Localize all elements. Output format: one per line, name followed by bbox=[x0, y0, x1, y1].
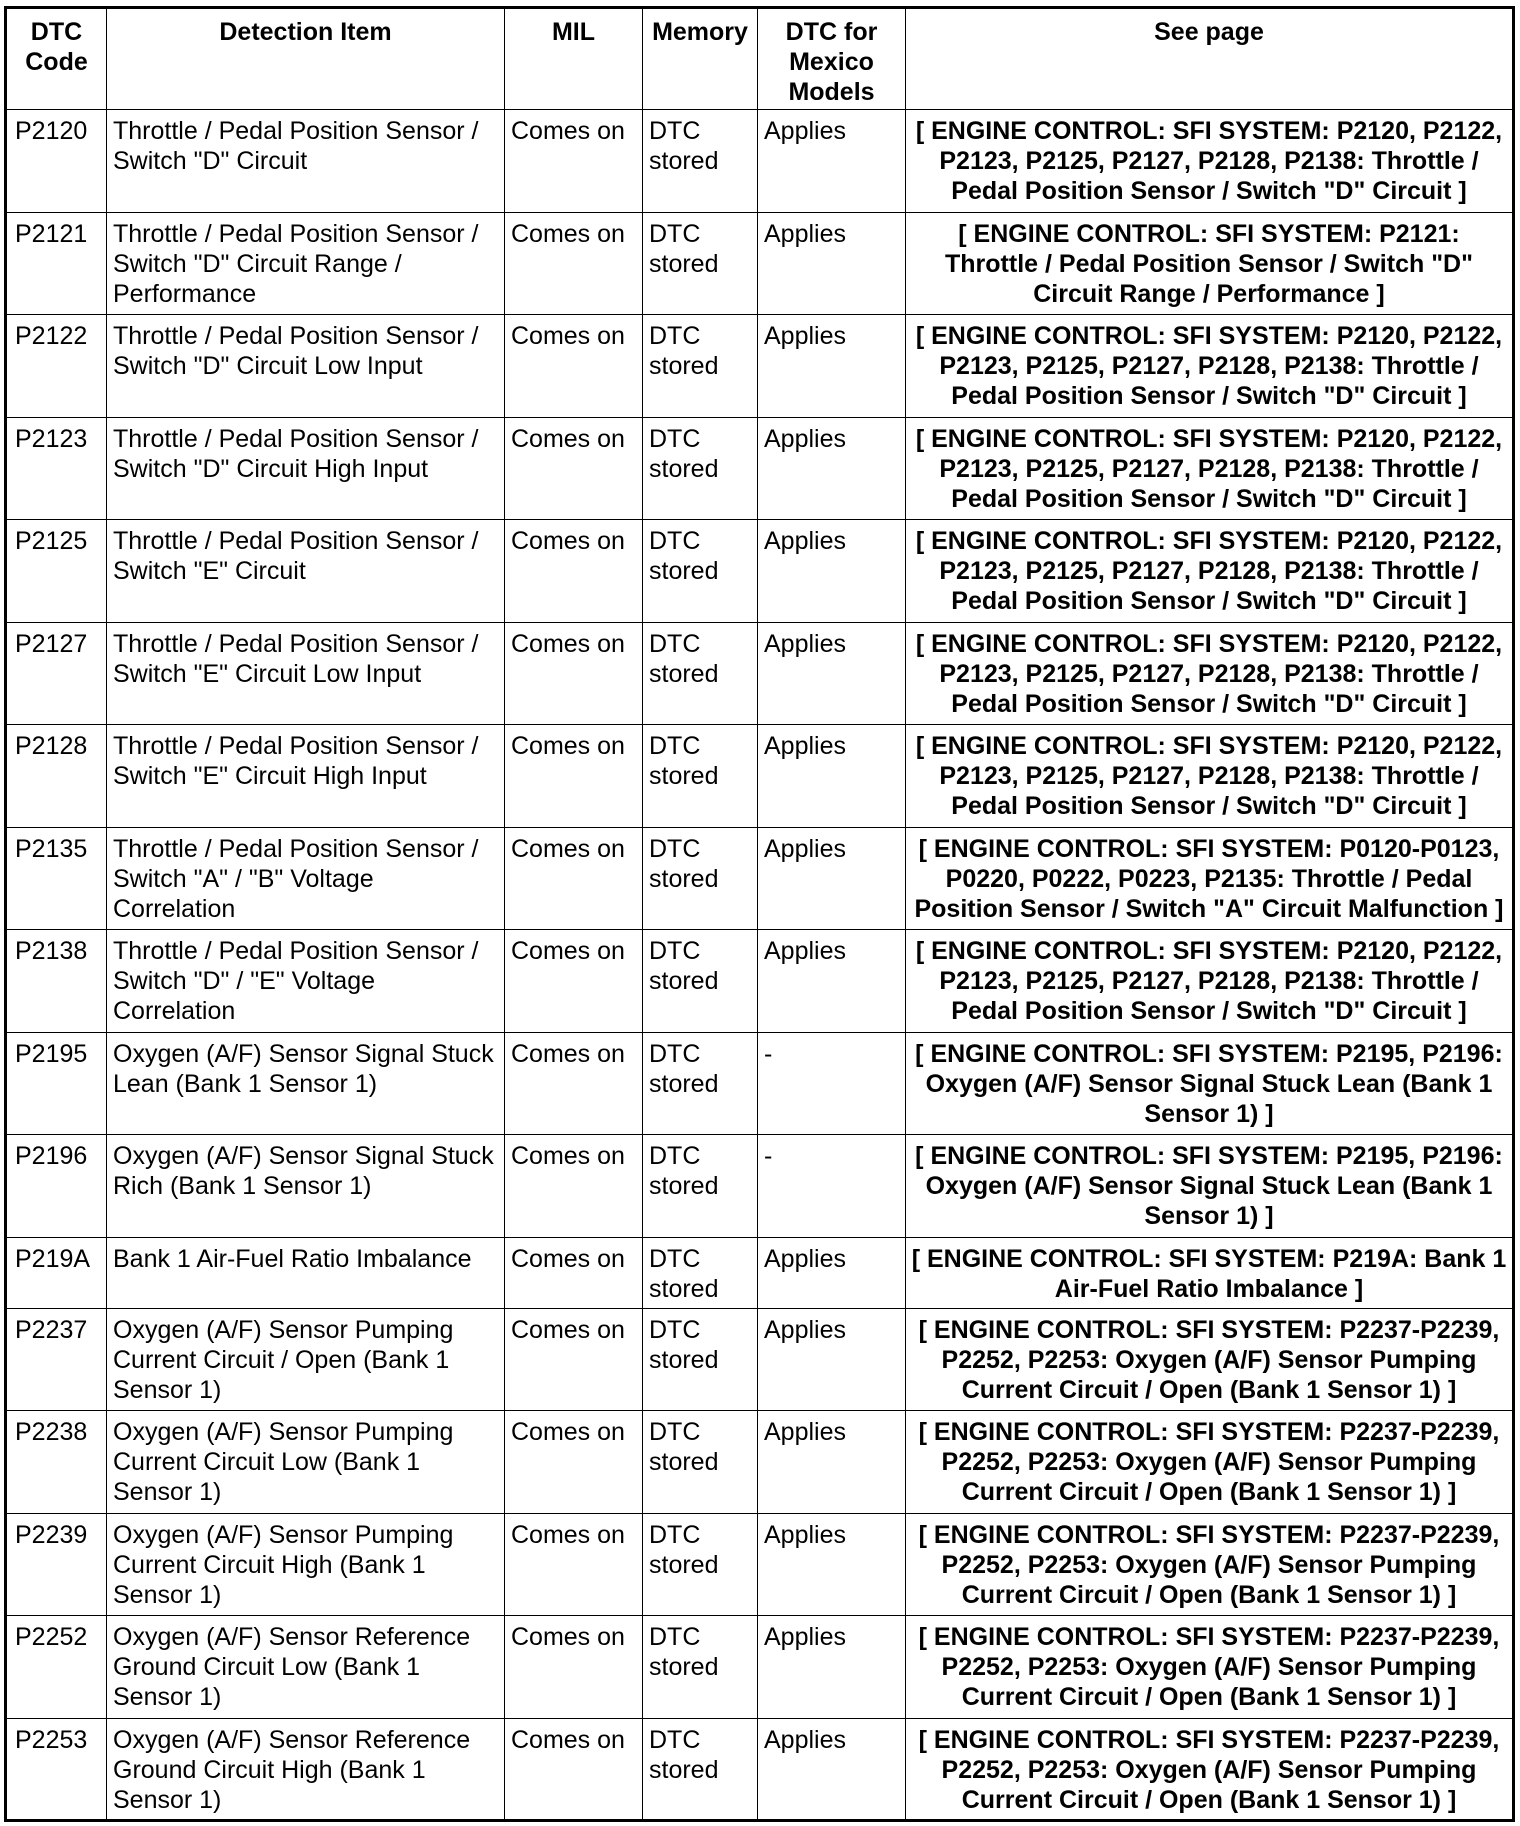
detection-item-cell: Oxygen (A/F) Sensor Pumping Current Circuit / Open (Bank 1 Sensor 1) bbox=[107, 1308, 505, 1411]
table-row bbox=[6, 520, 1514, 623]
dtc-code-cell: P2125 bbox=[6, 520, 107, 623]
see-page-link[interactable]: [ ENGINE CONTROL: SFI SYSTEM: P2195, P2196: Oxygen (A/F) Sensor Signal Stuck Lean (Bank 1 Sensor 1) ] bbox=[906, 1135, 1514, 1238]
mexico-models-cell: Applies bbox=[758, 930, 906, 1033]
detection-item-cell: Throttle / Pedal Position Sensor / Switch "D" Circuit Range / Performance bbox=[107, 212, 505, 315]
table-row bbox=[6, 1308, 1514, 1411]
see-page-link[interactable]: [ ENGINE CONTROL: SFI SYSTEM: P2237-P2239, P2252, P2253: Oxygen (A/F) Sensor Pumping Current Circuit / Open (Bank 1 Sensor 1) ] bbox=[906, 1718, 1514, 1821]
detection-item-cell: Throttle / Pedal Position Sensor / Switch "E" Circuit High Input bbox=[107, 725, 505, 828]
see-page-link[interactable]: [ ENGINE CONTROL: SFI SYSTEM: P2195, P2196: Oxygen (A/F) Sensor Signal Stuck Lean (Bank 1 Sensor 1) ] bbox=[906, 1032, 1514, 1135]
dtc-code-cell: P2120 bbox=[6, 110, 107, 213]
mil-cell: Comes on bbox=[505, 417, 643, 520]
header-memory: Memory bbox=[643, 8, 758, 110]
mexico-models-cell: Applies bbox=[758, 110, 906, 213]
mexico-models-cell: Applies bbox=[758, 1237, 906, 1308]
dtc-code-cell: P2196 bbox=[6, 1135, 107, 1238]
dtc-code-cell: P2238 bbox=[6, 1411, 107, 1514]
mil-cell: Comes on bbox=[505, 622, 643, 725]
memory-cell: DTC stored bbox=[643, 520, 758, 623]
dtc-code-cell: P2123 bbox=[6, 417, 107, 520]
detection-item-cell: Oxygen (A/F) Sensor Pumping Current Circuit High (Bank 1 Sensor 1) bbox=[107, 1513, 505, 1616]
mil-cell: Comes on bbox=[505, 930, 643, 1033]
see-page-link[interactable]: [ ENGINE CONTROL: SFI SYSTEM: P2120, P2122, P2123, P2125, P2127, P2128, P2138: Throttle / Pedal Position Sensor / Switch "D" Circuit ] bbox=[906, 725, 1514, 828]
header-row bbox=[6, 8, 1514, 110]
mil-cell: Comes on bbox=[505, 1032, 643, 1135]
mexico-models-cell: Applies bbox=[758, 1616, 906, 1719]
header-mil: MIL bbox=[505, 8, 643, 110]
table-body bbox=[6, 110, 1514, 1821]
header-dtc-code: DTC Code bbox=[6, 8, 107, 110]
detection-item-cell: Oxygen (A/F) Sensor Signal Stuck Rich (Bank 1 Sensor 1) bbox=[107, 1135, 505, 1238]
memory-cell: DTC stored bbox=[643, 1237, 758, 1308]
table-row bbox=[6, 110, 1514, 213]
see-page-link[interactable]: [ ENGINE CONTROL: SFI SYSTEM: P2120, P2122, P2123, P2125, P2127, P2128, P2138: Throttle / Pedal Position Sensor / Switch "D" Circuit ] bbox=[906, 622, 1514, 725]
mil-cell: Comes on bbox=[505, 1411, 643, 1514]
memory-cell: DTC stored bbox=[643, 1513, 758, 1616]
memory-cell: DTC stored bbox=[643, 1032, 758, 1135]
mexico-models-cell: Applies bbox=[758, 725, 906, 828]
dtc-code-cell: P2121 bbox=[6, 212, 107, 315]
table-row bbox=[6, 1718, 1514, 1821]
header-detection-item: Detection Item bbox=[107, 8, 505, 110]
memory-cell: DTC stored bbox=[643, 1135, 758, 1238]
table-row bbox=[6, 1032, 1514, 1135]
mil-cell: Comes on bbox=[505, 1237, 643, 1308]
table-row bbox=[6, 1135, 1514, 1238]
mil-cell: Comes on bbox=[505, 1718, 643, 1821]
detection-item-cell: Oxygen (A/F) Sensor Reference Ground Circuit Low (Bank 1 Sensor 1) bbox=[107, 1616, 505, 1719]
memory-cell: DTC stored bbox=[643, 1411, 758, 1514]
mil-cell: Comes on bbox=[505, 827, 643, 930]
dtc-code-cell: P2252 bbox=[6, 1616, 107, 1719]
mexico-models-cell: Applies bbox=[758, 1308, 906, 1411]
table-row bbox=[6, 725, 1514, 828]
see-page-link[interactable]: [ ENGINE CONTROL: SFI SYSTEM: P2237-P2239, P2252, P2253: Oxygen (A/F) Sensor Pumping Current Circuit / Open (Bank 1 Sensor 1) ] bbox=[906, 1308, 1514, 1411]
mil-cell: Comes on bbox=[505, 1308, 643, 1411]
detection-item-cell: Throttle / Pedal Position Sensor / Switch "A" / "B" Voltage Correlation bbox=[107, 827, 505, 930]
memory-cell: DTC stored bbox=[643, 725, 758, 828]
memory-cell: DTC stored bbox=[643, 1616, 758, 1719]
dtc-code-cell: P2128 bbox=[6, 725, 107, 828]
dtc-code-cell: P2237 bbox=[6, 1308, 107, 1411]
table-row bbox=[6, 212, 1514, 315]
mexico-models-cell: Applies bbox=[758, 520, 906, 623]
detection-item-cell: Throttle / Pedal Position Sensor / Switch "D" / "E" Voltage Correlation bbox=[107, 930, 505, 1033]
mexico-models-cell: Applies bbox=[758, 417, 906, 520]
detection-item-cell: Oxygen (A/F) Sensor Reference Ground Circuit High (Bank 1 Sensor 1) bbox=[107, 1718, 505, 1821]
mexico-models-cell: Applies bbox=[758, 212, 906, 315]
dtc-code-cell: P2195 bbox=[6, 1032, 107, 1135]
table-row bbox=[6, 930, 1514, 1033]
table-row bbox=[6, 622, 1514, 725]
header-see-page: See page bbox=[906, 8, 1514, 110]
mexico-models-cell: Applies bbox=[758, 622, 906, 725]
mexico-models-cell: Applies bbox=[758, 1411, 906, 1514]
see-page-link[interactable]: [ ENGINE CONTROL: SFI SYSTEM: P2120, P2122, P2123, P2125, P2127, P2128, P2138: Throttle / Pedal Position Sensor / Switch "D" Circuit ] bbox=[906, 110, 1514, 213]
mil-cell: Comes on bbox=[505, 1513, 643, 1616]
dtc-code-cell: P2122 bbox=[6, 315, 107, 418]
detection-item-cell: Throttle / Pedal Position Sensor / Switch "D" Circuit High Input bbox=[107, 417, 505, 520]
detection-item-cell: Throttle / Pedal Position Sensor / Switch "D" Circuit Low Input bbox=[107, 315, 505, 418]
dtc-code-cell: P2135 bbox=[6, 827, 107, 930]
memory-cell: DTC stored bbox=[643, 212, 758, 315]
table-row bbox=[6, 827, 1514, 930]
table-row bbox=[6, 417, 1514, 520]
detection-item-cell: Throttle / Pedal Position Sensor / Switch "E" Circuit bbox=[107, 520, 505, 623]
mil-cell: Comes on bbox=[505, 212, 643, 315]
header-mexico-models: DTC for Mexico Models bbox=[758, 8, 906, 110]
memory-cell: DTC stored bbox=[643, 1718, 758, 1821]
dtc-code-cell: P2239 bbox=[6, 1513, 107, 1616]
detection-item-cell: Throttle / Pedal Position Sensor / Switch "E" Circuit Low Input bbox=[107, 622, 505, 725]
memory-cell: DTC stored bbox=[643, 622, 758, 725]
mexico-models-cell: - bbox=[758, 1135, 906, 1238]
mil-cell: Comes on bbox=[505, 315, 643, 418]
memory-cell: DTC stored bbox=[643, 1308, 758, 1411]
table-row bbox=[6, 315, 1514, 418]
dtc-table bbox=[4, 6, 1515, 1822]
dtc-code-cell: P219A bbox=[6, 1237, 107, 1308]
see-page-link[interactable]: [ ENGINE CONTROL: SFI SYSTEM: P0120-P0123, P0220, P0222, P0223, P2135: Throttle / Pedal Position Sensor / Switch "A" Circuit Malfunction ] bbox=[906, 827, 1514, 930]
dtc-code-cell: P2138 bbox=[6, 930, 107, 1033]
memory-cell: DTC stored bbox=[643, 930, 758, 1033]
detection-item-cell: Throttle / Pedal Position Sensor / Switch "D" Circuit bbox=[107, 110, 505, 213]
detection-item-cell: Bank 1 Air-Fuel Ratio Imbalance bbox=[107, 1237, 505, 1308]
mil-cell: Comes on bbox=[505, 520, 643, 623]
see-page-link[interactable]: [ ENGINE CONTROL: SFI SYSTEM: P2121: Throttle / Pedal Position Sensor / Switch "D" Circuit Range / Performance ] bbox=[906, 212, 1514, 315]
dtc-code-cell: P2127 bbox=[6, 622, 107, 725]
mexico-models-cell: Applies bbox=[758, 315, 906, 418]
memory-cell: DTC stored bbox=[643, 417, 758, 520]
see-page-link[interactable]: [ ENGINE CONTROL: SFI SYSTEM: P2120, P2122, P2123, P2125, P2127, P2128, P2138: Throttle / Pedal Position Sensor / Switch "D" Circuit ] bbox=[906, 417, 1514, 520]
see-page-link[interactable]: [ ENGINE CONTROL: SFI SYSTEM: P219A: Bank 1 Air-Fuel Ratio Imbalance ] bbox=[906, 1237, 1514, 1308]
see-page-link[interactable]: [ ENGINE CONTROL: SFI SYSTEM: P2120, P2122, P2123, P2125, P2127, P2128, P2138: Throttle / Pedal Position Sensor / Switch "D" Circuit ] bbox=[906, 520, 1514, 623]
mexico-models-cell: - bbox=[758, 1032, 906, 1135]
memory-cell: DTC stored bbox=[643, 315, 758, 418]
see-page-link[interactable]: [ ENGINE CONTROL: SFI SYSTEM: P2120, P2122, P2123, P2125, P2127, P2128, P2138: Throttle / Pedal Position Sensor / Switch "D" Circuit ] bbox=[906, 315, 1514, 418]
mil-cell: Comes on bbox=[505, 1616, 643, 1719]
detection-item-cell: Oxygen (A/F) Sensor Signal Stuck Lean (Bank 1 Sensor 1) bbox=[107, 1032, 505, 1135]
mexico-models-cell: Applies bbox=[758, 1718, 906, 1821]
mil-cell: Comes on bbox=[505, 725, 643, 828]
see-page-link[interactable]: [ ENGINE CONTROL: SFI SYSTEM: P2120, P2122, P2123, P2125, P2127, P2128, P2138: Throttle / Pedal Position Sensor / Switch "D" Circuit ] bbox=[906, 930, 1514, 1033]
dtc-code-cell: P2253 bbox=[6, 1718, 107, 1821]
see-page-link[interactable]: [ ENGINE CONTROL: SFI SYSTEM: P2237-P2239, P2252, P2253: Oxygen (A/F) Sensor Pumping Current Circuit / Open (Bank 1 Sensor 1) ] bbox=[906, 1411, 1514, 1514]
memory-cell: DTC stored bbox=[643, 827, 758, 930]
table-row bbox=[6, 1411, 1514, 1514]
memory-cell: DTC stored bbox=[643, 110, 758, 213]
table-row bbox=[6, 1237, 1514, 1308]
table-row bbox=[6, 1616, 1514, 1719]
see-page-link[interactable]: [ ENGINE CONTROL: SFI SYSTEM: P2237-P2239, P2252, P2253: Oxygen (A/F) Sensor Pumping Current Circuit / Open (Bank 1 Sensor 1) ] bbox=[906, 1513, 1514, 1616]
see-page-link[interactable]: [ ENGINE CONTROL: SFI SYSTEM: P2237-P2239, P2252, P2253: Oxygen (A/F) Sensor Pumping Current Circuit / Open (Bank 1 Sensor 1) ] bbox=[906, 1616, 1514, 1719]
mil-cell: Comes on bbox=[505, 110, 643, 213]
detection-item-cell: Oxygen (A/F) Sensor Pumping Current Circuit Low (Bank 1 Sensor 1) bbox=[107, 1411, 505, 1514]
table-row bbox=[6, 1513, 1514, 1616]
mexico-models-cell: Applies bbox=[758, 1513, 906, 1616]
mil-cell: Comes on bbox=[505, 1135, 643, 1238]
mexico-models-cell: Applies bbox=[758, 827, 906, 930]
